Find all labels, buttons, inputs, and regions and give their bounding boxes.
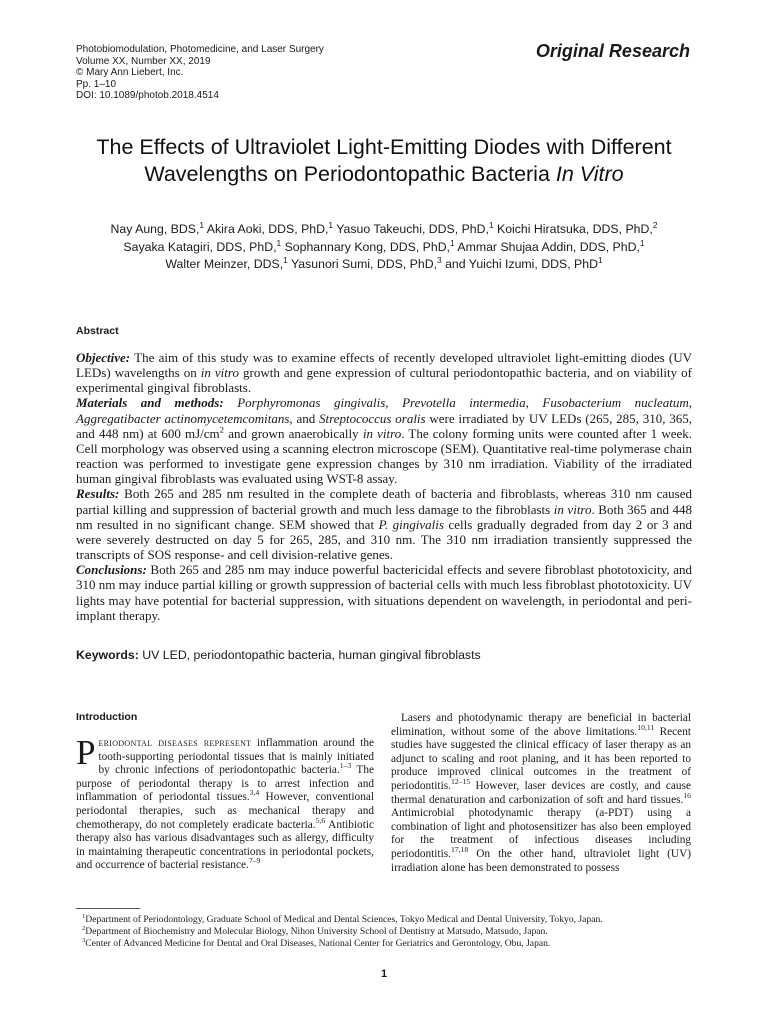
affil-marker: 1 (276, 237, 282, 248)
author: Yasunori Sumi, DDS, PhD, (287, 257, 438, 272)
methods-text: . The colony forming units were counted after 1 week. Cell morphology was observed using a scanning electron microscope (SEM). Quantitative real-time polymerase chain reaction was performed to investigate gene expression changes by 310 nm irradiation. Viability of the irradiated human gingival fibroblasts was evaluated using WST-8 assay. (76, 425, 693, 487)
results-label: Results: (76, 486, 120, 502)
body-text: Antibiotic therapy also has various disadvantages such as allergy, difficulty in maintaining therapeutic concentrations in periodontal pockets, and occurrence of bacterial resistance. (76, 818, 374, 872)
body-text: inflammation around the tooth-supporting periodontal tissues that is mainly initiated by chronic infections of periodontopathic bacteria. (98, 737, 374, 777)
superscript: 2 (219, 424, 225, 435)
journal-info (76, 44, 324, 102)
citation: 17,18 (450, 845, 469, 855)
title-line-2-italic: In Vitro (555, 162, 624, 186)
body-text: Recent studies have suggested the clinical efficacy of laser therapy as an adjunct to scaling and root planing, and it has been reported to produce improved clinical outcomes in the treatment of periodontitis. (391, 725, 691, 792)
objective-text: growth and gene expression of cultural periodontopathic bacteria, and on viability of experimental gingival fibroblasts. (76, 365, 692, 396)
journal-copyright: © Mary Ann Liebert, Inc. (76, 67, 184, 79)
species-name: Fusobacterium nucleatum (542, 395, 689, 411)
objective-label: Objective: (76, 350, 131, 365)
introduction-heading: Introduction (76, 711, 138, 723)
title-line-2 (60, 161, 708, 188)
keywords-label: Keywords: (76, 648, 139, 662)
affiliation-2 (82, 926, 694, 938)
citation: 16 (683, 790, 691, 800)
affil-marker: 2 (652, 219, 658, 230)
citation: 5,6 (315, 815, 326, 825)
article-type-label: Original Research (535, 41, 690, 61)
paper-title (60, 134, 708, 188)
column-left (76, 733, 374, 873)
affiliations (82, 914, 694, 949)
body-text: However, conventional periodontal therapies, such as mechanical therapy and chemotherapy, do not completely eradicate bacteria. (76, 791, 374, 831)
abstract-results (76, 486, 692, 562)
methods-text: , (688, 395, 693, 411)
methods-text: , (525, 395, 543, 411)
affil-marker: 1 (328, 219, 334, 230)
author: Sophannary Kong, DDS, PhD, (281, 239, 451, 254)
author: Yasuo Takeuchi, DDS, PhD, (333, 222, 489, 236)
affiliation-text: Department of Periodontology, Graduate School of Medical and Dental Sciences, Tokyo Medical and Dental University, Tokyo, Japan. (85, 914, 603, 925)
body-text: Antimicrobial photodynamic therapy (a-PDT) using a combination of light and photosensitizer has also been employed for the treatment of infectious diseases including periodontitis. (391, 807, 691, 860)
results-text: . Both 365 and 448 nm resulted in no significant change. SEM showed that (76, 501, 692, 532)
author: Koichi Hiratsuka, DDS, PhD, (493, 222, 653, 236)
author: Akira Aoki, DDS, PhD, (204, 222, 329, 236)
citation: 1–3 (339, 761, 352, 771)
species-name: Prevotella intermedia (402, 395, 526, 411)
keywords-text: UV LED, periodontopathic bacteria, human gingival fibroblasts (138, 648, 481, 662)
keywords (76, 648, 481, 662)
species-name: P. gingivalis (378, 516, 444, 532)
objective-italic: in vitro (200, 365, 239, 381)
affil-marker: 1 (488, 219, 494, 230)
author: and Yuichi Izumi, DDS, PhD (441, 257, 598, 272)
species-name: Porphyromonas gingivalis (223, 395, 386, 411)
methods-italic: in vitro (362, 425, 402, 441)
affil-marker: 1 (639, 237, 645, 248)
footnote-divider (76, 908, 140, 909)
affil-marker: 1 (199, 219, 205, 230)
affil-number: 3 (82, 936, 86, 944)
abstract-objective (76, 350, 692, 395)
drop-cap: P (76, 733, 96, 772)
affil-marker: 1 (450, 237, 455, 248)
affil-number: 1 (82, 912, 86, 920)
species-name: Streptococcus oralis (319, 410, 426, 426)
citation: 10,11 (637, 722, 655, 732)
title-line-1: The Effects of Ultraviolet Light-Emitting Diodes with Different (96, 135, 672, 159)
author: Sayaka Katagiri, DDS, PhD, (123, 239, 277, 254)
affiliation-1 (82, 914, 694, 926)
body-text: Lasers and photodynamic therapy are beneficial in bacterial elimination, without some of the above limitations. (391, 712, 691, 738)
conclusions-text: Both 265 and 285 nm may induce powerful bactericidal effects and severe fibroblast phototoxicity, and 310 nm may induce partial killing or growth suppression of bacterial cells with much less fibroblast phototoxicity. UV lights may have potential for bacterial suppression, with situations dependent on wavelength, in periodontal and peri-implant therapy. (76, 562, 692, 623)
author-line-3 (60, 256, 708, 274)
affiliation-3 (82, 938, 694, 950)
affiliation-text: Department of Biochemistry and Molecular Biology, Nihon University School of Dentistry at Matsudo, Matsudo, Japan. (85, 925, 548, 937)
citation: 3,4 (249, 788, 260, 798)
results-text: cells gradually degraded from day 2 or 3 and were severely destructed on day 5 for 265, 285, and 310 nm. The 310 nm irradiation transiently suppressed the transcripts of SOS response- and cell division-relative genes. (76, 516, 692, 563)
journal-pages: Pp. 1–10 (76, 78, 117, 90)
abstract-conclusions (76, 562, 692, 623)
body-text: On the other hand, ultraviolet light (UV) irradiation alone has been demonstrated to possess (391, 847, 691, 874)
author: Ammar Shujaa Addin, DDS, PhD, (454, 239, 640, 254)
methods-text: , and (289, 410, 320, 426)
species-name: Aggregatibacter actinomycetemcomitans (76, 410, 290, 426)
column-right (391, 712, 691, 875)
body-text: The purpose of periodontal therapy is to arrest infection and inflammation of periodontal tissues. (76, 764, 374, 804)
methods-text: were irradiated by UV LEDs (265, 285, 310, 365, and 448 nm) at 600 mJ/cm (76, 410, 692, 441)
journal-volume: Volume XX, Number XX, 2019 (76, 55, 211, 67)
conclusions-label: Conclusions: (76, 562, 147, 578)
author-list (60, 221, 708, 274)
affiliation-text: Center of Advanced Medicine for Dental and Oral Diseases, National Center for Geriatrics and Gerontology, Obu, Japan. (85, 937, 551, 949)
affil-marker: 1 (283, 255, 288, 266)
results-text: Both 265 and 285 nm resulted in the complete death of bacteria and fibroblasts, whereas 310 nm caused partial killing and suppression of bacterial growth and much less damage to the fibroblasts (76, 486, 692, 517)
abstract-body (76, 350, 692, 623)
affil-marker: 3 (437, 255, 442, 266)
citation: 12–15 (450, 777, 471, 787)
methods-label: Materials and methods: (76, 395, 224, 411)
abstract-methods (76, 395, 692, 486)
affil-marker: 1 (597, 255, 603, 266)
journal-name: Photobiomodulation, Photomedicine, and Laser Surgery (76, 44, 324, 55)
abstract-heading: Abstract (76, 325, 119, 337)
author-line-2 (60, 239, 708, 257)
intro-paragraph-1 (76, 733, 374, 873)
objective-text: The aim of this study was to examine effects of recently developed ultraviolet light-emitting diodes (UV LEDs) wavelengths on (76, 350, 692, 381)
journal-doi: DOI: 10.1089/photob.2018.4514 (76, 90, 219, 102)
results-italic: in vitro (553, 501, 592, 517)
author: Nay Aung, BDS, (110, 222, 200, 236)
citation: 7–9 (248, 856, 261, 866)
title-line-2-main: Wavelengths on Periodontopathic Bacteria (144, 162, 556, 186)
intro-paragraph-2 (391, 712, 691, 875)
author-line-1 (60, 221, 708, 239)
affil-number: 2 (82, 924, 86, 932)
page-number: 1 (380, 968, 388, 980)
body-text: However, laser devices are costly, and cause thermal denaturation and carbonization of soft and hard tissues. (391, 779, 691, 806)
methods-text: and grown anaerobically (224, 425, 363, 441)
lead-in-smallcaps: eriodontal diseases represent (98, 737, 252, 749)
author: Walter Meinzer, DDS, (165, 257, 284, 272)
methods-text: , (385, 395, 403, 411)
